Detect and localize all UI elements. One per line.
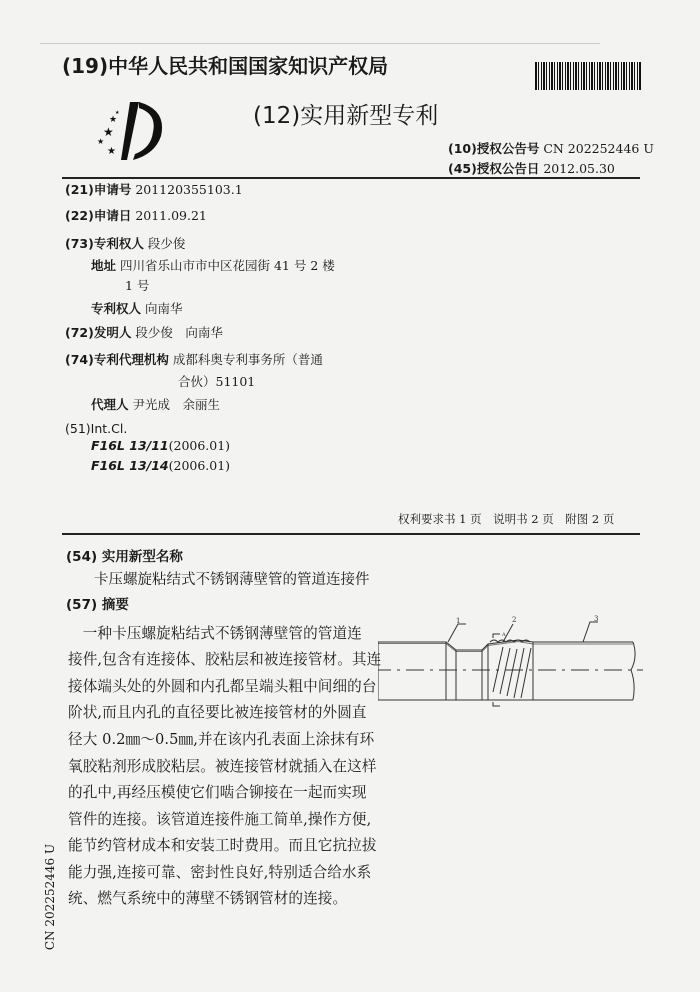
inventors [65,323,223,341]
application-date [65,206,207,224]
app-no: 201120355103.1 [135,182,243,197]
agency [65,350,323,368]
application-number [65,180,243,198]
ipc-version: (2006.01) [168,458,231,473]
agent-names: 尹光成 余丽生 [132,397,221,412]
ipc-label: (51)Int.Cl. [65,421,128,436]
patentee-label: (73)专利权人 [65,236,144,251]
publication-number [448,139,654,157]
abstract-line: 氧胶粘剂形成胶粘层。被连接管材就插入在这样 [68,758,377,775]
inventor-label: (72)发明人 [65,325,132,340]
pipe-connector-figure [378,612,648,712]
abstract-line: 统、燃气系统中的薄壁不锈钢管材的连接。 [68,890,348,907]
address-line1: 四川省乐山市市中区花园街 41 号 2 楼 [120,258,335,273]
section-rule [62,533,640,535]
abstract-line: 径大 0.2㎜～0.5㎜,并在该内孔表面上涂抹有环 [68,731,375,748]
figure-label: 2 [512,616,517,624]
abstract-line: 一种卡压螺旋粘结式不锈钢薄壁管的管道连 [68,625,362,642]
title-label: (54) 实用新型名称 [66,549,183,565]
agency-label: (74)专利代理机构 [65,352,169,367]
office-name: (19)中华人民共和国国家知识产权局 [62,54,389,78]
patentee-label: 专利权人 [91,301,142,316]
inventor-names: 段少俊 向南华 [135,325,223,340]
side-publication-number: CN 202252446 U [43,843,57,951]
app-no-label: (21)申请号 [65,182,132,197]
top-rule [40,43,600,44]
address [91,256,335,274]
patentee-name: 段少俊 [147,236,186,251]
svg-text:★: ★ [107,146,116,157]
agency-line2: 合伙）51101 [178,374,256,389]
agent-label: 代理人 [91,397,129,412]
abstract-line: 能节约管材成本和安装工时费用。而且它抗拉拔 [68,837,377,854]
ipc-entry [91,458,230,473]
address-label: 地址 [91,258,117,273]
abstract-label: (57) 摘要 [66,597,129,613]
figure-label: 1 [456,617,461,625]
pub-no-label: (10)授权公告号 [448,141,540,156]
address-line2: 1 号 [125,278,150,293]
patentee-2 [91,299,183,317]
patentee-1 [65,234,185,252]
agency-name: 成都科奥专利事务所（普通 [172,352,323,367]
patentee-name: 向南华 [145,301,183,316]
pub-date-label: (45)授权公告日 [448,161,540,176]
abstract-line: 接件,包含有连接体、胶粘层和被连接管材。其连 [68,651,382,668]
section-mark: A [502,632,506,638]
svg-text:★: ★ [97,137,105,146]
app-date: 2011.09.21 [135,208,207,223]
document-type: (12)实用新型专利 [253,103,439,129]
barcode [535,62,641,90]
cnipa-logo [95,92,170,164]
svg-text:★: ★ [115,110,120,116]
ipc-version: (2006.01) [168,438,231,453]
svg-text:★: ★ [109,115,118,125]
pub-no: CN 202252446 U [543,141,654,156]
abstract-line: 的孔中,再经压模使它们啮合铆接在一起而实现 [68,784,367,801]
abstract-line: 接体端头处的外圆和内孔都呈端头粗中间细的台 [68,678,377,695]
abstract-line: 能力强,连接可靠、密封性良好,特别适合给水系 [68,864,372,881]
utility-model-title: 卡压螺旋粘结式不锈钢薄壁管的管道连接件 [94,572,370,588]
svg-text:★: ★ [103,125,114,139]
page-counts: 权利要求书 1 页 说明书 2 页 附图 2 页 [398,512,615,526]
header-rule [62,177,640,179]
agents [91,395,220,413]
figure-label: 3 [594,615,599,623]
app-date-label: (22)申请日 [65,208,132,223]
pub-date: 2012.05.30 [543,161,615,176]
abstract-line: 阶状,而且内孔的直径要比被连接管材的外圆直 [68,704,367,721]
publication-date [448,159,615,177]
ipc-entry [91,438,230,453]
ipc-code: F16L 13/14 [91,458,169,473]
ipc-code: F16L 13/11 [91,438,169,453]
abstract-line: 管件的连接。该管道连接件施工简单,操作方便, [68,811,372,828]
